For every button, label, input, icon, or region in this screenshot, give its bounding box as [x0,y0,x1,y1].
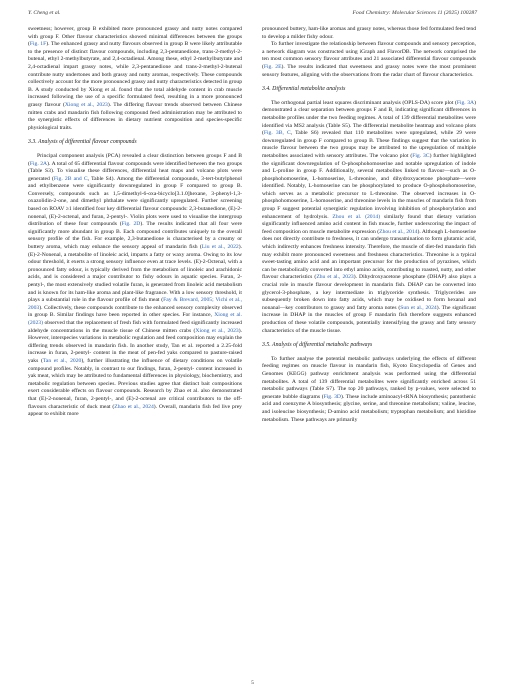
text-run: ). However, interspecies variations in metabolic regulation and feed composition may explain the differing trends observed in mandarin fish. In another study, Tan et al. reported a 2.25-fold increase in furan, 2-pentyl- content in the meat of pen-fed yaks compared to pasture-raised yaks ( [28,327,242,364]
citation-link[interactable]: Zhou et al. (2014) [332,213,381,220]
text-run: ). Although L-homoserine does not directly contribute to freshness, it can undergo transamination to form glutamic acid, which indirectly enhances freshness intensity. Therefore, the muscle of diet-fed mandarin fish may exhibit more pronounced sweetness and freshness characteristics. Threonine is a typical sweet-tasting amino acid and an important precursor for the production of pyrazines, which can be metabolically converted into ethyl amino acids, contributing to roasted, nutty, and other flavour characteristics ( [262,228,476,281]
text-run: ) further highlighted the significant downregulation of O-phosphohomoserine and notable upregulation of indole and L-proline in group F. Additionally, several metabolites linked to flavour—such as O-phosphohomoserine, L-homoserine, L-threonine, and dihydroxyacetone phosphate—were identified. Notably, L-homoserine can be phosphorylated to produce O-phosphohomoserine, which serves as a metabolic precursor to L-threonine. The observed increases in O-phosphohomoserine, L-homoserine, and threonine levels in the muscles of mandarin fish from group F suggest potential synergistic regulation involving inhibition of phosphorylation and enhancement of hydrolysis. [262,152,476,220]
text-run: ). The differing flavour trends observed between Chinese mitten crabs and mandarin fish following compound feed administration may be attributed to the synergistic effects of differences in dietary nutrient composition and species-specific physiological traits. [28,101,242,131]
citation-link[interactable]: Zhou et al., 2014 [379,228,418,235]
section-heading: 3.3. Analysis of differential flavour compounds [28,139,137,146]
text-run: ). These include aminoacyl-tRNA biosynthesis; pantothenic acid and coenzyme A biosynthesis; glycine, serine, and threonine metabolism; valine, leucine, and isoleucine biosynthesis; D-amino acid metabolism; tryptophan metabolism; and histidine metabolism. These pathways are primarily [262,393,476,423]
citation-link[interactable]: Fig. 3C [412,152,430,159]
citation-link[interactable]: Fay & Brevard, 2005; Vichi et al., 2003 [28,297,242,311]
text-run: ). A total of 65 differential flavour compounds were identified between the two groups (Table S3). To visualise these differences, differential heat maps and volcano plots were generated ( [28,160,242,182]
text-run: ). The results indicated that sweetness and grassy notes were the most prominent sensory features, aligning with the observations from the radar chart of flavour characteristics. [262,63,476,78]
paragraph [262,26,476,41]
section-heading: 3.4. Differential metabolite analysis [262,86,346,93]
text-run: The orthogonal partial least squares discriminant analysis (OPLS-DA) score plot ( [271,99,457,106]
paragraph [28,153,242,419]
citation-link[interactable]: Xiong et al., 2023 [64,101,108,108]
citation-link[interactable]: Liu et al., 2022 [201,244,239,251]
header-journal: Food Chemistry: Molecular Sciences 11 (2025) 100287 [352,10,477,16]
text-run: ). The significant increase in DHAP in the muscles of group F mandarin fish therefore suggests enhanced production of these volatile compounds, potentially intensifying the grassy and fatty sensory characteristics of the muscle tissue. [262,304,476,334]
citation-link[interactable]: Fig. 2E [263,63,282,70]
citation-link[interactable]: Tan et al., 2020 [42,357,82,364]
paragraph [262,356,476,424]
text-run: To further investigate the relationship between flavour compounds and sensory perception, a network diagram was constructed using iGraph and FlavorDB. The network comprised the ten most common sensory flavour attributes and 21 associated differential flavour compounds ( [262,41,476,70]
text-run: ) demonstrated a clear separation between groups F and B, indicating significant differences in metabolite profiles under the two feeding regimes. A total of 139 differential metabolites were identified via MS2 analysis (Table S5). The differential metabolite heatmap and volcano plots ( [262,99,476,137]
citation-link[interactable]: Xiong et al., 2023 [195,327,239,334]
text-run: To further analyse the potential metabolic pathways underlying the effects of different feeding regimes on muscle flavour in mandarin fish, Kyoto Encyclopedia of Genes and Genomes (KEGG) pathway enrichment analysis was performed using the differential metabolites. A total of 139 differential metabolites were significantly enriched across 51 metabolic pathways (Table S7). The top 20 pathways, ranked by p-values, were selected to generate bubble diagrams ( [262,355,476,400]
text-run: similarly found that dietary variation significantly influenced amino acid content in fish muscle, further underscoring the impact of feed composition on muscle metabolite expression ( [262,213,476,235]
section-heading: 3.5. Analysis of differential metabolic pathways [262,342,373,349]
text-run: ). Dihydroxyacetone phosphate (DHAP) also plays a crucial role in muscle flavour development in mandarin fish. DHAP can be converted into glycerol-3-phosphate, a key intermediate in triglyceride synthesis. Triglycerides are subsequently broken down into fatty acids, which may be oxidised to form hexanal and nonanal—key contributors to grassy and fatty aroma notes ( [262,274,476,311]
left-column [28,26,242,419]
citation-link[interactable]: Fig. 1F [29,41,47,48]
paragraph [262,100,476,335]
text-run: Principal component analysis (PCA) revealed a clear distinction between groups F and B ( [28,152,242,167]
text-run: , Table S4). Among the differential compounds, 3-tert-butylphenol and ethylbenzene were significantly downregulated in group F compared to group B. Conversely, compounds such as 1,5-dimethyl-6-oxa-bicyclo[3.1.0]hexane, 3-phenyl-1,3-oxazolidin-2-one, and dimethyl phthalate were significantly upregulated. Further screening based on ROAV ≥1 identified four key differential flavour compounds: 2,3-butanedione, (E)-2-nonenal, (E)-2-octenal, and furan, 2-pentyl-. Violin plots were used to visualise the intergroup distribution of these four compounds ( [28,175,242,228]
citation-link[interactable]: Fig. 3A [456,99,475,106]
text-run: pronounced buttery, ham-like aromas and grassy notes, whereas those fed formulated feed tend to develop a milder fishy odour. [262,26,476,40]
text-run: , Table S6) revealed that 110 metabolites were upregulated, while 29 were downregulated in group F compared to group B. These findings suggest that the variation in muscle flavour between the two groups may be attributed to the upregulation of multiple metabolites associated with sensory attributes. The volcano plot ( [262,130,476,159]
text-run: ). Overall, mandarin fish fed live prey appear to exhibit more [28,403,242,418]
citation-link[interactable]: Fig. 2D [121,221,141,228]
running-header [28,10,477,16]
text-run: ). The enhanced grassy and nutty flavours observed in group B were likely attributable to the presence of distinct flavour compounds, including 2,3-pentanedione, trans-2-methyl-2-butenal, ethyl 2-methylbutyrate, and 2,4-octadienal. Among these, ethyl 2-methylbutyrate and 2,4-octadienal impart grassy notes, while 2,3-pentanedione and trans-2-methyl-2-butenal contribute nutty undertones and both grassy and nutty aromas, respectively. These compounds collectively account for the more pronounced grassy and nutty characteristics detected in group B. A study conducted by Xiong et al. found that the total aldehyde content in crab muscle increased following the use of a specific formulated feed, resulting in a more pronounced grassy flavour ( [28,41,243,108]
citation-link[interactable]: Sun et al., 2024 [400,304,437,311]
citation-link[interactable]: Fig. 2A [29,160,48,167]
header-authors: Y. Cheng et al. [28,10,61,16]
paragraph [262,41,476,79]
text-run: sweetness; however, group B exhibited more pronounced grassy and nutty notes compared with group F. Other flavour characteristics showed minimal differences between the groups ( [28,26,242,48]
text-run: ), further illustrating the influence of dietary conditions on volatile compound profiles. Notably, in contrast to our findings, furan, 2-pentyl- content increased in yak meat, which may be attributed to fundamental differences in physiology, biochemistry, and metabolic regulation between species. Previous studies agree that distinct bait compositions exert considerable effects on flavour compounds. Research by Zhao et al. also demonstrated that (E)-2-nonenal, furan, 2-pentyl-, and (E)-2-octenal are critical contributors to the off-flavours characteristic of duck meat ( [28,357,242,410]
text-run: ). (E)-2-Nonenal, a metabolite of linoleic acid, imparts a fatty or waxy aroma. Owing to its low odour threshold, it exerts a strong sensory influence even at trace levels. (E)-2-Octenal, with a pronounced fatty odour, is typically derived from the metabolism of linoleic and arachidonic acids, and is considered a major contributor to fishy odours in aquatic species. Furan, 2-pentyl-, the most extensively studied volatile furan, is generated from linoleic acid metabolism and is known for its ham-like aroma and plant-like fragrance. With a low sensory threshold, it plays a substantial role in the flavour profile of fish meat ( [28,244,242,304]
citation-link[interactable]: Fig. 3B, C [263,130,291,137]
text-run: observed that the replacement of fresh fish with formulated feed significantly increased aldehyde concentrations in the muscle tissue of Chinese mitten crabs ( [28,319,242,334]
page-number: 5 [251,680,254,686]
right-column [262,26,476,424]
citation-link[interactable]: Zhu et al., 2023 [316,274,354,281]
citation-link[interactable]: Zhao et al., 2024 [114,403,154,410]
citation-link[interactable]: Fig. 3D [323,393,341,400]
citation-link[interactable]: Fig. 2B and C [53,175,88,182]
paragraph [28,26,242,132]
text-run: ). Collectively, these compounds contribute to the enhanced sensory complexity observed in group B. Similar findings have been reported in other species. For instance, [28,304,242,319]
citation-link[interactable]: Xiong et al. (2023) [28,312,242,326]
text-run: ). The results indicated that all four were significantly more abundant in group B. Each compound contributes uniquely to the overall sensory profile of the fish. For example, 2,3-butanedione is characterised by a creamy or buttery aroma, which may enhance the sensory appeal of mandarin fish ( [28,221,243,251]
